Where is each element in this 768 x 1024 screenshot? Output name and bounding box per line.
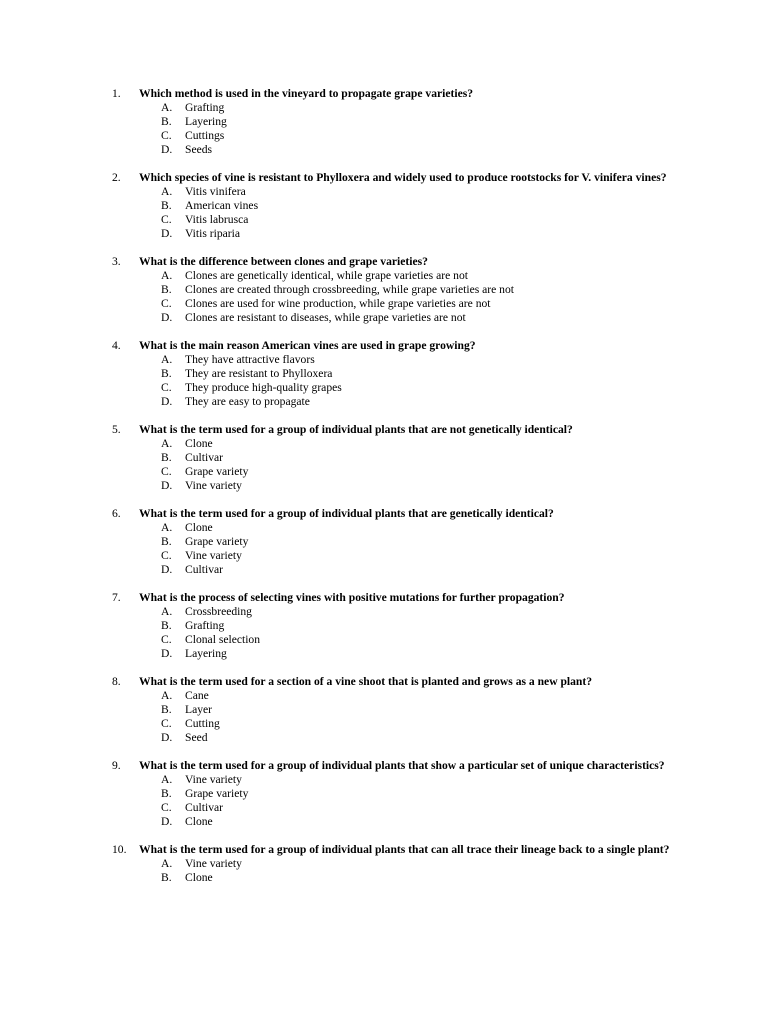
answer-options (112, 521, 672, 577)
answer-options (112, 857, 672, 885)
option-letter: A. (161, 772, 173, 786)
answer-option (112, 689, 672, 703)
option-text: Cultivar (185, 563, 223, 577)
question-item (112, 507, 672, 577)
option-text: Clones are resistant to diseases, while grape varieties are not (185, 311, 466, 325)
option-text: Grafting (185, 619, 225, 632)
answer-option (112, 101, 672, 115)
option-text: Vine variety (185, 479, 242, 493)
answer-options (112, 689, 672, 745)
option-text: Vine variety (185, 772, 242, 786)
question-text: What is the term used for a group of individual plants that are genetically identical? (139, 506, 554, 520)
answer-option (112, 479, 672, 493)
option-letter: D. (161, 227, 173, 241)
question-text: Which method is used in the vineyard to propagate grape varieties? (139, 87, 474, 100)
question-item (112, 171, 672, 241)
question-text: Which species of vine is resistant to Phylloxera and widely used to produce rootstocks for V. vinifera vines? (139, 170, 667, 184)
answer-option (112, 269, 672, 283)
question-text: What is the main reason American vines are used in grape growing? (139, 338, 476, 352)
answer-option (112, 815, 672, 829)
question-text: What is the term used for a group of individual plants that are not genetically identical? (139, 422, 573, 436)
option-text: Vine variety (185, 549, 242, 563)
answer-option (112, 535, 672, 549)
answer-option (112, 731, 672, 745)
question-number: 5. (112, 422, 121, 436)
answer-option (112, 451, 672, 465)
answer-option (112, 717, 672, 731)
option-letter: C. (161, 381, 172, 395)
question-text: What is the term used for a group of individual plants that show a particular set of unique characteristics? (139, 758, 665, 772)
answer-option (112, 213, 672, 227)
question-number: 10. (112, 842, 127, 856)
option-letter: D. (161, 563, 173, 577)
answer-option (112, 801, 672, 815)
option-letter: B. (161, 619, 172, 632)
option-text: Cutting (185, 717, 220, 731)
answer-option (112, 395, 672, 409)
option-letter: C. (161, 717, 172, 731)
option-text: Seeds (185, 143, 213, 157)
option-text: Clones are used for wine production, while grape varieties are not (185, 297, 491, 311)
option-letter: C. (161, 213, 172, 227)
question-item (112, 87, 672, 157)
option-letter: A. (161, 269, 173, 283)
option-letter: A. (161, 101, 173, 115)
answer-option (112, 129, 672, 143)
answer-options (112, 353, 672, 409)
question-item (112, 339, 672, 409)
question-item (112, 591, 672, 661)
option-text: Vine variety (185, 856, 242, 870)
answer-option (112, 619, 672, 633)
option-text: Clones are genetically identical, while grape varieties are not (185, 269, 468, 283)
option-text: Cultivar (185, 451, 223, 465)
option-letter: A. (161, 520, 173, 534)
option-text: Cultivar (185, 801, 223, 815)
option-text: Clone (185, 436, 213, 450)
option-text: Grape variety (185, 465, 249, 479)
question-list (112, 87, 672, 899)
answer-option (112, 605, 672, 619)
option-letter: A. (161, 604, 173, 618)
answer-option (112, 115, 672, 129)
question-item (112, 675, 672, 745)
answer-options (112, 605, 672, 661)
option-letter: D. (161, 395, 173, 409)
answer-options (112, 269, 672, 325)
question-number: 2. (112, 170, 121, 184)
answer-option (112, 185, 672, 199)
question-item (112, 255, 672, 325)
option-text: Clone (185, 815, 213, 829)
answer-option (112, 227, 672, 241)
answer-option (112, 857, 672, 871)
option-letter: A. (161, 688, 173, 702)
answer-option (112, 773, 672, 787)
answer-option (112, 563, 672, 577)
answer-option (112, 871, 672, 885)
option-text: Clones are created through crossbreeding, while grape varieties are not (185, 283, 515, 297)
answer-option (112, 633, 672, 647)
question-item (112, 843, 672, 885)
option-text: They produce high-quality grapes (185, 381, 342, 395)
option-letter: C. (161, 633, 172, 647)
option-letter: D. (161, 479, 173, 493)
option-text: Vitis riparia (185, 227, 241, 241)
question-text: What is the term used for a section of a vine shoot that is planted and grows as a new plant? (139, 674, 593, 688)
question-number: 6. (112, 506, 121, 520)
answer-option (112, 199, 672, 213)
option-text: Layering (185, 647, 227, 661)
option-letter: B. (161, 283, 172, 297)
answer-option (112, 647, 672, 661)
option-text: Layer (185, 702, 213, 716)
option-text: Vitis vinifera (185, 185, 246, 199)
question-text: What is the difference between clones and grape varieties? (139, 254, 428, 268)
answer-options (112, 185, 672, 241)
option-text: Clonal selection (185, 633, 261, 647)
option-letter: C. (161, 801, 172, 815)
answer-options (112, 773, 672, 829)
option-text: They are resistant to Phylloxera (185, 367, 333, 381)
answer-option (112, 353, 672, 367)
option-letter: C. (161, 465, 172, 479)
question-item (112, 759, 672, 829)
answer-option (112, 367, 672, 381)
question-item (112, 423, 672, 493)
option-text: They are easy to propagate (185, 395, 310, 409)
option-letter: D. (161, 731, 173, 745)
option-text: Vitis labrusca (185, 213, 249, 227)
answer-option (112, 465, 672, 479)
question-number: 9. (112, 758, 121, 772)
answer-option (112, 521, 672, 535)
option-text: They have attractive flavors (185, 353, 315, 366)
option-letter: A. (161, 436, 173, 450)
option-letter: B. (161, 367, 172, 381)
question-text: What is the term used for a group of individual plants that can all trace their lineage back to a single plant? (139, 842, 670, 856)
option-text: Clone (185, 870, 213, 884)
answer-option (112, 311, 672, 325)
option-letter: B. (161, 115, 172, 129)
option-letter: D. (161, 311, 173, 325)
option-letter: D. (161, 647, 173, 661)
option-text: Seed (185, 731, 208, 745)
option-text: Layering (185, 115, 227, 129)
option-letter: A. (161, 353, 173, 366)
option-letter: C. (161, 297, 172, 311)
question-number: 3. (112, 254, 121, 268)
answer-option (112, 549, 672, 563)
option-letter: D. (161, 143, 173, 157)
option-text: Grape variety (185, 535, 249, 549)
option-letter: A. (161, 185, 173, 199)
option-text: Cane (185, 688, 209, 702)
option-letter: B. (161, 870, 172, 884)
question-number: 1. (112, 87, 121, 100)
option-letter: A. (161, 856, 173, 870)
option-letter: B. (161, 786, 172, 800)
question-number: 7. (112, 590, 121, 604)
option-letter: B. (161, 451, 172, 465)
answer-option (112, 143, 672, 157)
option-letter: C. (161, 129, 172, 143)
answer-option (112, 437, 672, 451)
question-number: 8. (112, 674, 121, 688)
option-letter: B. (161, 702, 172, 716)
option-letter: B. (161, 199, 172, 213)
answer-options (112, 101, 672, 157)
answer-option (112, 703, 672, 717)
option-text: Cuttings (185, 129, 225, 143)
answer-option (112, 283, 672, 297)
option-text: Grafting (185, 101, 225, 115)
answer-option (112, 297, 672, 311)
question-text: What is the process of selecting vines with positive mutations for further propagation? (139, 590, 565, 604)
option-letter: D. (161, 815, 173, 829)
option-text: Crossbreeding (185, 604, 252, 618)
option-letter: B. (161, 535, 172, 549)
answer-options (112, 437, 672, 493)
answer-option (112, 381, 672, 395)
answer-option (112, 787, 672, 801)
option-text: Clone (185, 520, 213, 534)
option-text: Grape variety (185, 786, 249, 800)
question-number: 4. (112, 338, 121, 352)
option-letter: C. (161, 549, 172, 563)
option-text: American vines (185, 199, 259, 213)
